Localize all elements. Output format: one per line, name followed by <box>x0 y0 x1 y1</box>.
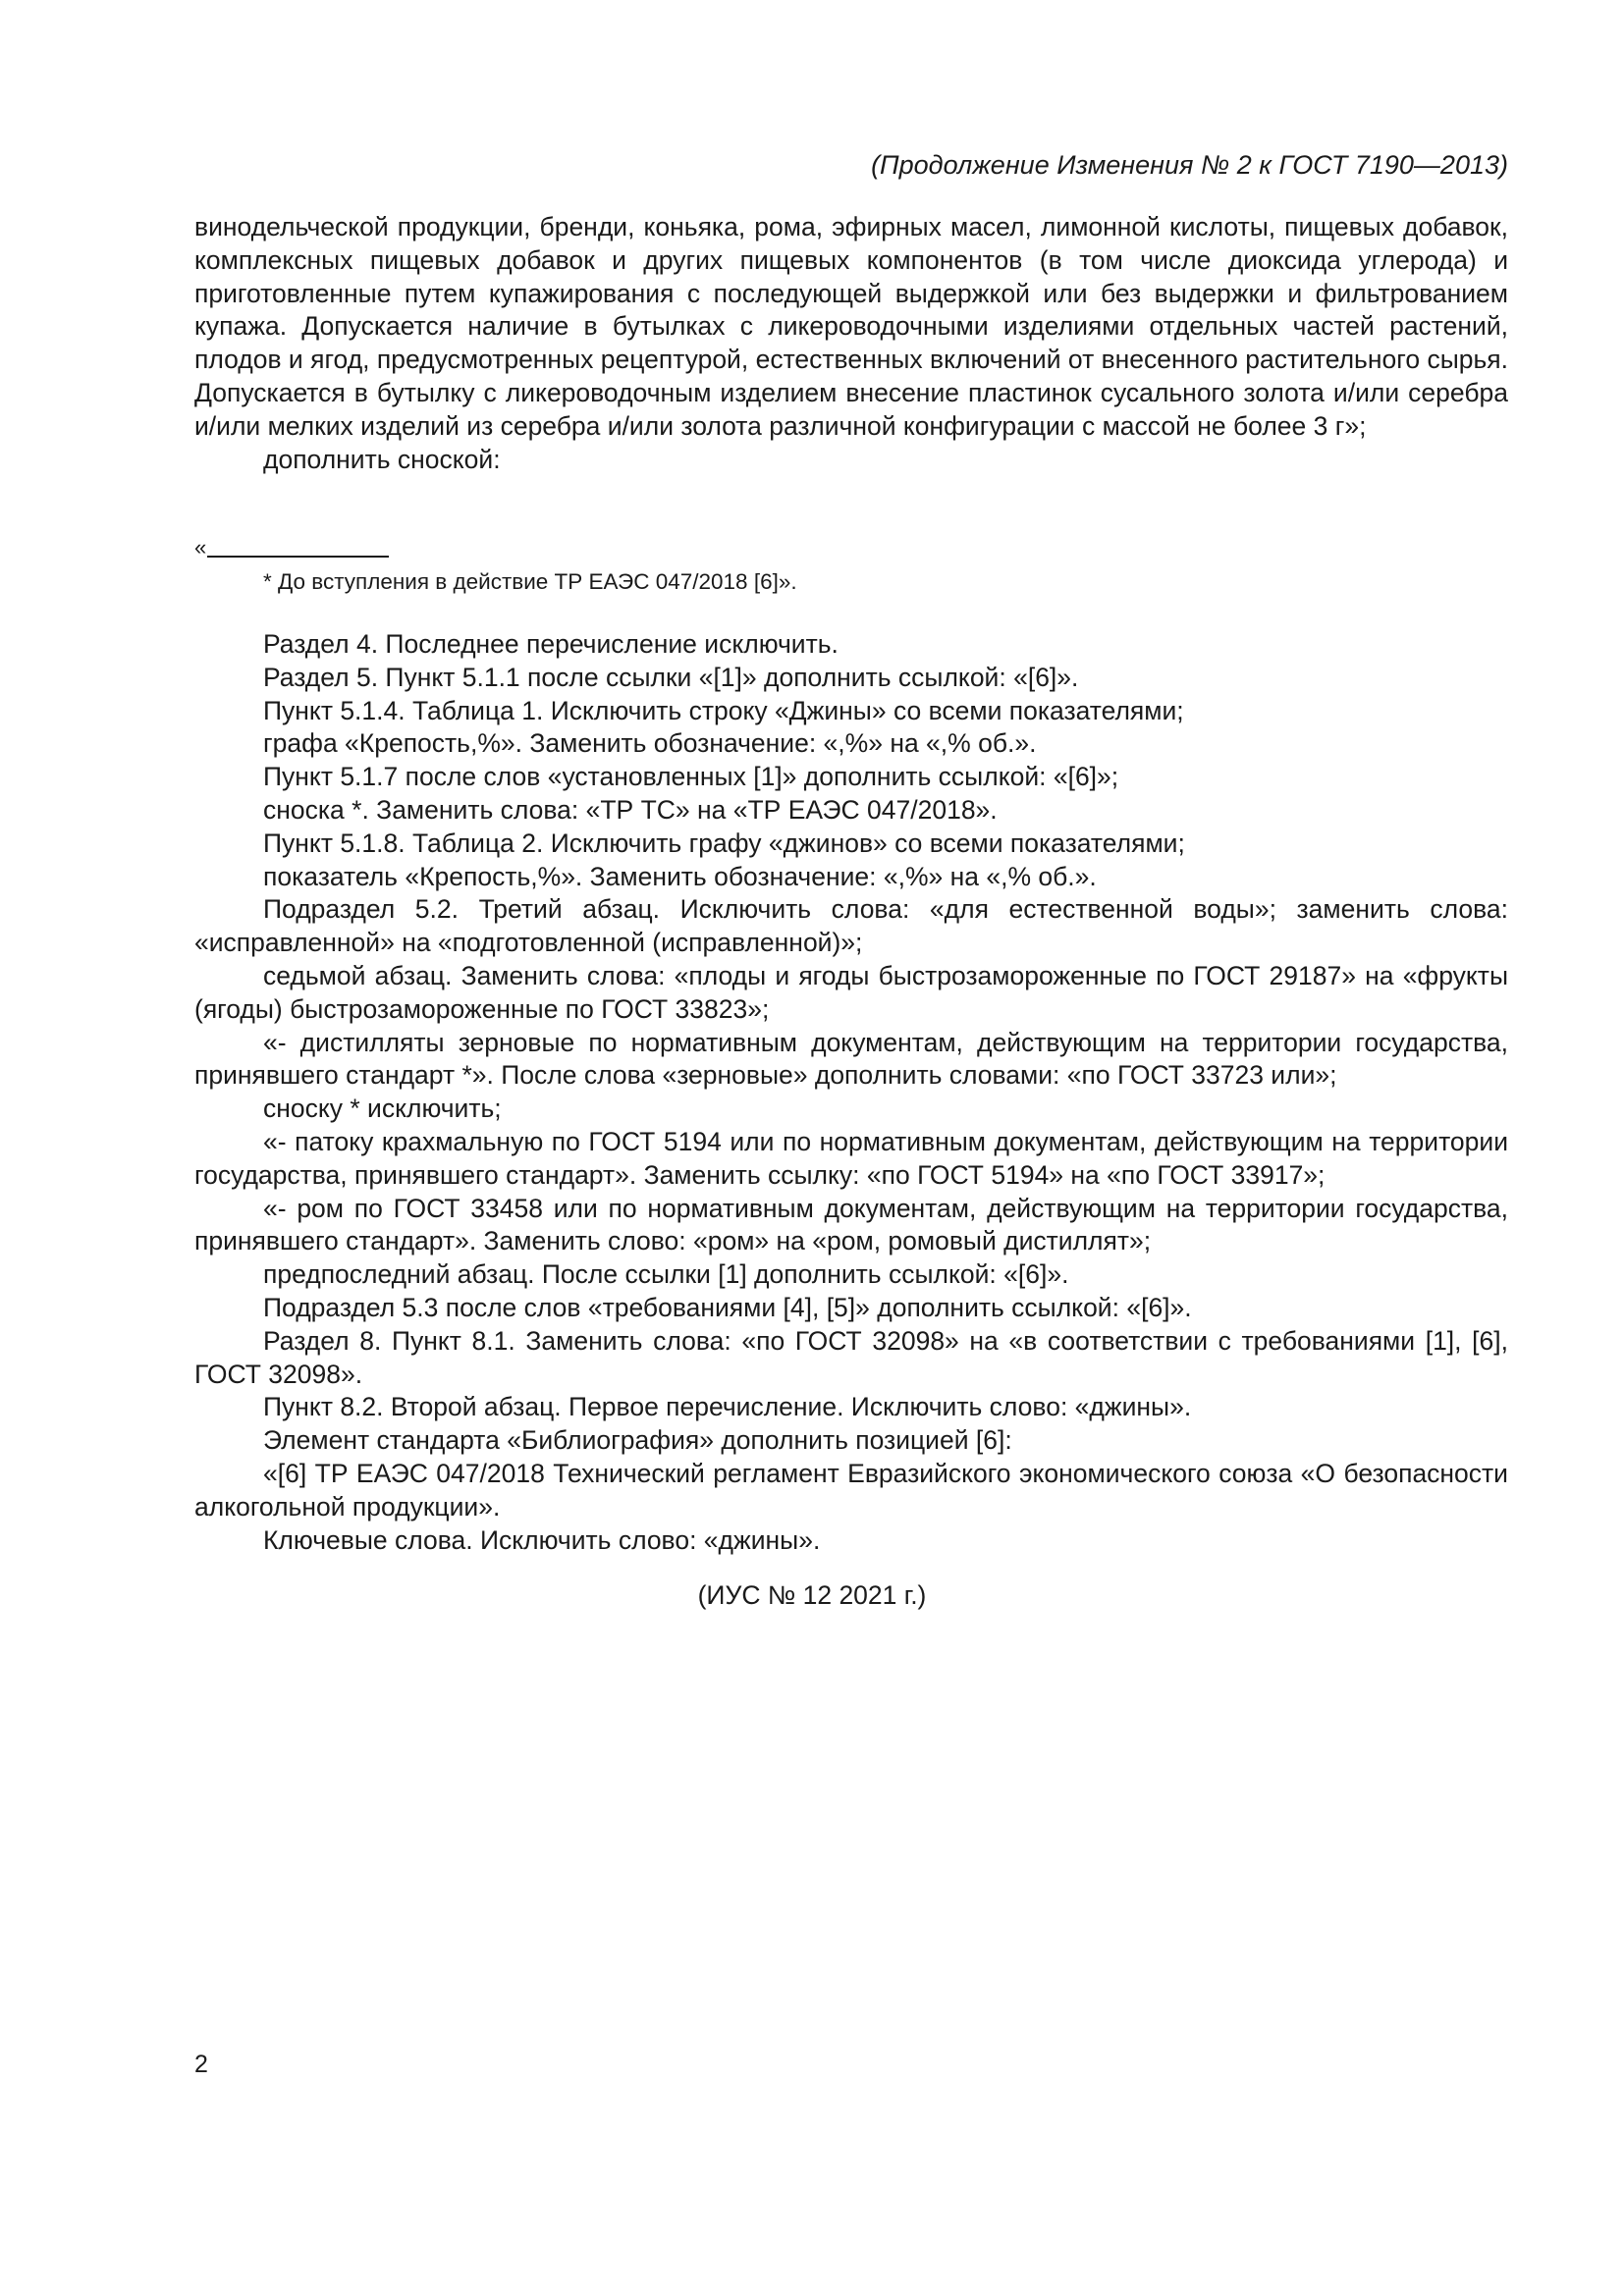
amendment-line: показатель «Крепость,%». Заменить обозначение: «,%» на «,% об.». <box>263 861 1097 891</box>
amendment-line: сноску * исключить; <box>263 1094 502 1124</box>
intro-block <box>194 211 1508 476</box>
page-number: 2 <box>194 2051 208 2078</box>
bibliography-entry: «[6] ТР ЕАЭС 047/2018 Технический регламент Евразийского экономического союза «О безопасности алкогольной продукции». <box>194 1458 1508 1522</box>
amendment-line: Пункт 8.2. Второй абзац. Первое перечисление. Исключить слово: «джины». <box>263 1392 1192 1422</box>
intro-paragraph: винодельческой продукции, бренди, коньяка, рома, эфирных масел, лимонной кислоты, пищевых добавок, комплексных пищевых добавок и других пищевых компонентов (в том числе диоксида углерода) и приготовленные путем купажирования с последующей выдержкой или без выдержки и фильтрованием купажа. Допускается наличие в бутылках с ликероводочными изделиями отдельных частей растений, плодов и ягод, предусмотренных рецептурой, естественных включений от внесенного растительного сырья. Допускается в бутылку с ликероводочным изделием внесение пластинок сусального золота и/или серебра и/или мелких изделий из серебра и/или золота различной конфигурации с массой не более 3 г»; <box>194 212 1508 441</box>
amendment-line: Ключевые слова. Исключить слово: «джины». <box>263 1524 821 1555</box>
amendment-line: Подраздел 5.2. Третий абзац. Исключить слова: «для естественной воды»; заменить слова: «исправленной» на «подготовленной (исправленной)»; <box>194 894 1508 958</box>
footnote-rule-line <box>207 556 389 558</box>
amendment-line: Раздел 8. Пункт 8.1. Заменить слова: «по ГОСТ 32098» на «в соответствии с требованиями [1], [6], ГОСТ 32098». <box>194 1325 1508 1389</box>
amendment-line: Пункт 5.1.4. Таблица 1. Исключить строку «Джины» со всеми показателями; <box>263 695 1184 725</box>
amendment-line: «- патоку крахмальную по ГОСТ 5194 или по нормативным документам, действующим на территории государства, принявшего стандарт». Заменить ссылку: «по ГОСТ 5194» на «по ГОСТ 33917»; <box>194 1126 1508 1190</box>
amendment-line: «- дистилляты зерновые по нормативным документам, действующим на территории государства, принявшего стандарт *». После слова «зерновые» дополнить словами: «по ГОСТ 33723 или»; <box>194 1027 1508 1091</box>
amendment-line: Подраздел 5.3 после слов «требованиями [4], [5]» дополнить ссылкой: «[6]». <box>263 1292 1192 1322</box>
amendment-line: графа «Крепость,%». Заменить обозначение: «,%» на «,% об.». <box>263 728 1037 759</box>
amendment-line: «- ром по ГОСТ 33458 или по нормативным документам, действующим на территории государства, принявшего стандарт». Заменить слово: «ром» на «ром, ромовый дистиллят»; <box>194 1193 1508 1256</box>
amendment-line: сноска *. Заменить слова: «ТР ТС» на «ТР ЕАЭС 047/2018». <box>263 794 998 825</box>
ius-reference: (ИУС № 12 2021 г.) <box>697 1580 927 1610</box>
amendment-line: Элемент стандарта «Библиография» дополнить позицией [6]: <box>263 1425 1012 1456</box>
footnote-open-quote: « <box>194 535 207 560</box>
amendment-line: Раздел 4. Последнее перечисление исключить. <box>263 629 839 659</box>
amendment-line: Пункт 5.1.7 после слов «установленных [1]» дополнить ссылкой: «[6]»; <box>263 762 1119 792</box>
footnote-separator <box>194 537 391 564</box>
amendment-line: седьмой абзац. Заменить слова: «плоды и ягоды быстрозамороженные по ГОСТ 29187» на «фрукты (ягоды) быстрозамороженные по ГОСТ 33823»; <box>194 960 1508 1024</box>
amendment-line: Пункт 5.1.8. Таблица 2. Исключить графу «джинов» со всеми показателями; <box>263 828 1185 858</box>
footnote-text: * До вступления в действие ТР ЕАЭС 047/2018 [6]». <box>263 569 797 594</box>
amendment-line: предпоследний абзац. После ссылки [1] дополнить ссылкой: «[6]». <box>263 1259 1069 1290</box>
continuation-header: (Продолжение Изменения № 2 к ГОСТ 7190—2013) <box>871 150 1508 180</box>
amendment-line: Раздел 5. Пункт 5.1.1 после ссылки «[1]» дополнить ссылкой: «[6]». <box>263 662 1079 692</box>
amendments-block <box>194 628 1508 1557</box>
add-footnote-line: дополнить сноской: <box>263 444 501 474</box>
